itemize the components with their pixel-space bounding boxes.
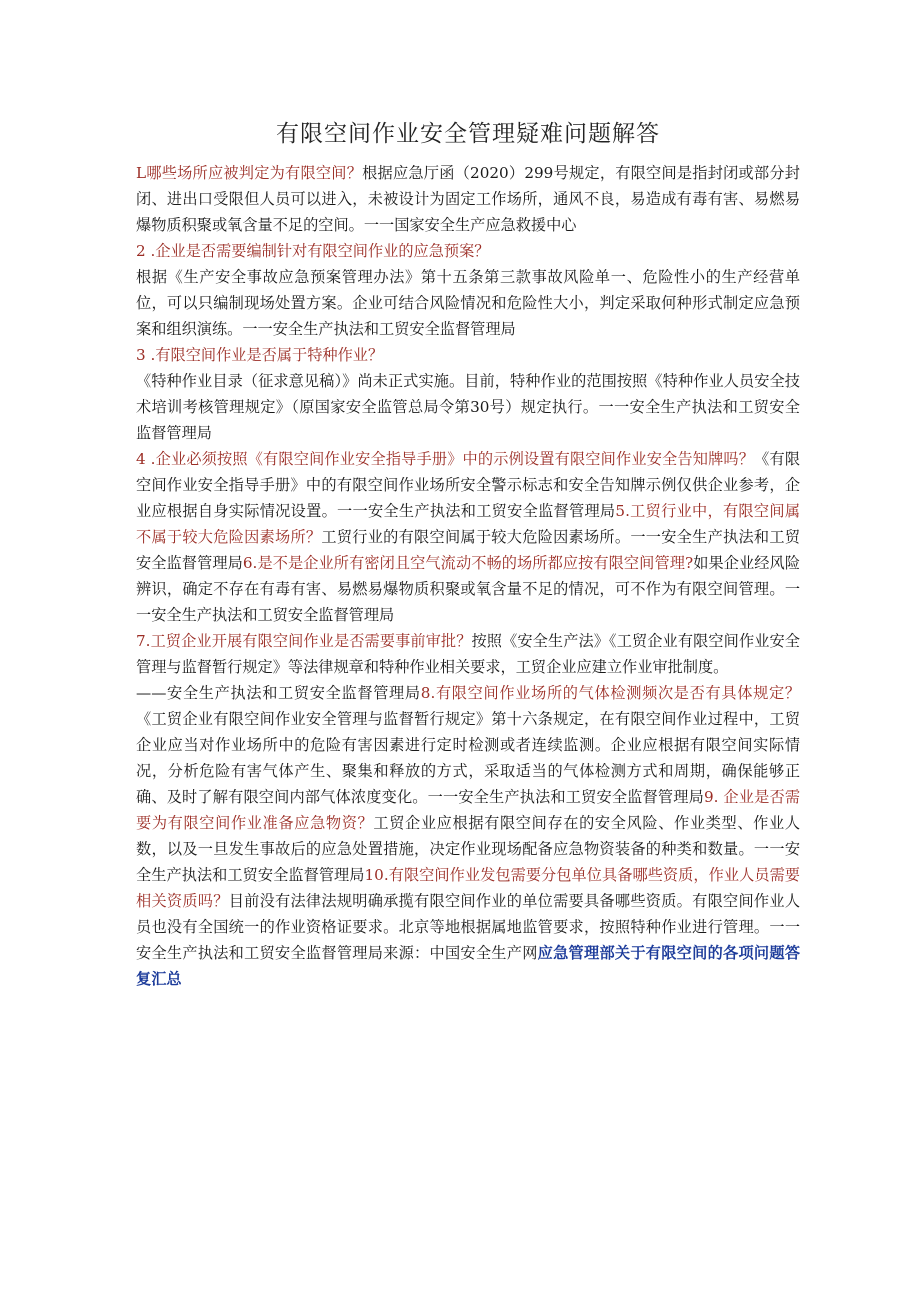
question-5: 5.工贸行业中，有限空间属不属于较大危险因素场所？	[136, 502, 801, 546]
answer-3: 《特种作业目录（征求意见稿）》尚未正式实施。目前，特种作业的范围按照《特种作业人员安全技术培训考核管理规定》（原国家安全监管总局令第30号）规定执行。一一安全生产执法和工贸安全监督管理局	[136, 372, 800, 442]
qa-paragraph-3	[136, 342, 800, 368]
answer-paragraph-2	[136, 264, 800, 342]
question-3: 3 .有限空间作业是否属于特种作业？	[136, 346, 384, 364]
document-title: 有限空间作业安全管理疑难问题解答	[276, 121, 660, 147]
answer-4: 《有限空间作业安全指导手册》中的有限空间作业场所安全警示标志和安全告知牌示例仅供企业参考，企业应根据自身实际情况设置。一一安全生产执法和工贸安全监督管理局	[136, 450, 801, 520]
related-article-link[interactable]: 应急管理部关于有限空间的各项问题答复汇总	[136, 944, 801, 988]
answer-7: 按照《安全生产法》《工贸企业有限空间作业安全管理与监督暂行规定》等法律规章和特种作业相关要求，工贸企业应建立作业审批制度。	[136, 632, 800, 676]
answer-2: 根据《生产安全事故应急预案管理办法》第十五条第三款事故风险单一、危险性小的生产经营单位，可以只编制现场处置方案。企业可结合风险情况和危险性大小，判定采取何种形式制定应急预案和组织演练。一一安全生产执法和工贸安全监督管理局	[136, 268, 800, 338]
question-9: 9. 企业是否需要为有限空间作业准备应急物资？	[136, 788, 801, 832]
document-body	[136, 160, 800, 992]
qa-paragraph-7	[136, 628, 800, 680]
question-7: 7.工贸企业开展有限空间作业是否需要事前审批？	[136, 632, 472, 650]
qa-paragraph-4-6	[136, 446, 800, 628]
qa-paragraph-2	[136, 238, 800, 264]
answer-5: 工贸行业的有限空间属于较大危险因素场所。一一安全生产执法和工贸安全监督管理局	[136, 528, 801, 572]
answer-8: 《工贸企业有限空间作业安全管理与监督暂行规定》第十六条规定，在有限空间作业过程中，工贸企业应当对作业场所中的危险有害因素进行定时检测或者连续监测。企业应根据有限空间实际情况，分析危险有害气体产生、聚集和释放的方式，采取适当的气体检测方式和周期，确保能够正确、及时了解有限空间内部气体浓度变化。一一安全生产执法和工贸安全监督管理局	[136, 710, 800, 806]
question-8: 8.有限空间作业场所的气体检测频次是否有具体规定？	[420, 684, 801, 702]
document-page	[136, 118, 800, 992]
question-2: 2 .企业是否需要编制针对有限空间作业的应急预案？	[136, 242, 490, 260]
qa-paragraph-1	[136, 160, 800, 238]
source-line-7: ——安全生产执法和工贸安全监督管理局	[136, 684, 421, 702]
question-6: 6.是不是企业所有密闭且空气流动不畅的场所都应按有限空间管理?	[242, 554, 694, 572]
question-10: 10.有限空间作业发包需要分包单位具备哪些资质，作业人员需要相关资质吗？	[136, 866, 800, 910]
qa-paragraph-8-10	[136, 680, 800, 992]
question-1: L哪些场所应被判定为有限空间？	[136, 164, 363, 182]
answer-10: 目前没有法律法规明确承揽有限空间作业的单位需要具备哪些资质。有限空间作业人员也没有全国统一的作业资格证要求。北京等地根据属地监管要求，按照特种作业进行管理。一一安全生产执法和工贸安全监督管理局来源：中国安全生产网	[136, 892, 801, 962]
answer-9: 工贸企业应根据有限空间存在的安全风险、作业类型、作业人数，以及一旦发生事故后的应急处置措施，决定作业现场配备应急物资装备的种类和数量。一一安全生产执法和工贸安全监督管理局	[136, 814, 801, 884]
answer-6: 如果企业经风险辨识，确定不存在有毒有害、易燃易爆物质积聚或氧含量不足的情况，可不作为有限空间管理。一一安全生产执法和工贸安全监督管理局	[136, 554, 801, 624]
question-4: 4 .企业必须按照《有限空间作业安全指导手册》中的示例设置有限空间作业安全告知牌吗？	[136, 450, 755, 468]
answer-paragraph-3	[136, 368, 800, 446]
answer-1: 根据应急厅函（2020）299号规定，有限空间是指封闭或部分封闭、进出口受限但人员可以进入，未被设计为固定工作场所，通风不良，易造成有毒有害、易燃易爆物质积聚或氧含量不足的空间。一一国家安全生产应急救援中心	[136, 164, 800, 234]
